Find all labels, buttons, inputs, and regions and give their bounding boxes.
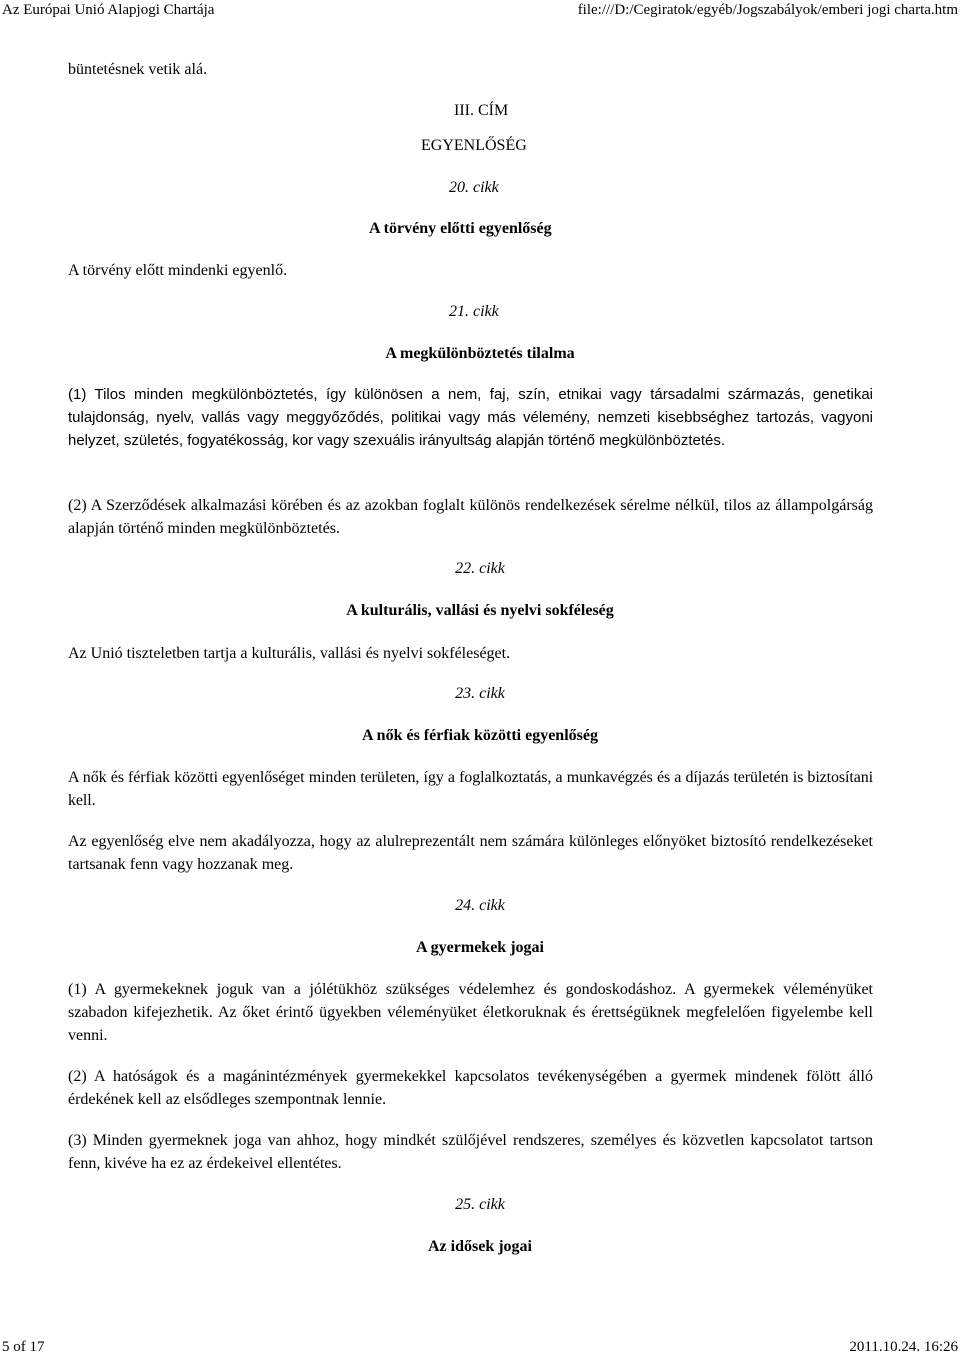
title-name: EGYENLŐSÉG bbox=[421, 137, 527, 154]
article-25-number: 25. cikk bbox=[455, 1196, 505, 1213]
article-24-paragraph-2: (2) A hatóságok és a magánintézmények gyermekekkel kapcsolatos tevékenységében a gyermek mindenek fölött álló érdekének kell az elsődleges szempontnak lennie. bbox=[68, 1068, 873, 1108]
article-21-number: 21. cikk bbox=[449, 303, 499, 320]
article-24-paragraph-3: (3) Minden gyermeknek joga van ahhoz, hogy mindkét szülőjével rendszeres, személyes és közvetlen kapcsolatot tartson fenn, kivéve ha ez az érdekeivel ellentétes. bbox=[68, 1132, 873, 1172]
article-20-heading: A törvény előtti egyenlőség bbox=[369, 220, 552, 237]
page-footer-page-count: 5 of 17 bbox=[2, 1339, 45, 1355]
article-23-paragraph-1: A nők és férfiak közötti egyenlőséget minden területen, így a foglalkoztatás, a munkavégzés és a díjazás területén is biztosítani kell. bbox=[68, 769, 873, 809]
article-25-heading: Az idősek jogai bbox=[428, 1238, 532, 1255]
article-22-heading: A kulturális, vallási és nyelvi sokféleség bbox=[346, 602, 614, 619]
page-header-path: file:///D:/Cegiratok/egyéb/Jogszabályok/emberi jogi charta.htm bbox=[577, 2, 958, 18]
article-21-paragraph-2: (2) A Szerződések alkalmazási körében és az azokban foglalt különös rendelkezések sérelme nélkül, tilos az állampolgárság alapján történő minden megkülönböztetés. bbox=[68, 497, 873, 537]
article-23-number: 23. cikk bbox=[455, 685, 505, 702]
article-22-text: Az Unió tiszteletben tartja a kulturális, vallási és nyelvi sokféleséget. bbox=[68, 645, 511, 662]
lead-text: büntetésnek vetik alá. bbox=[68, 61, 208, 78]
article-24-heading: A gyermekek jogai bbox=[416, 939, 544, 956]
page-header-title: Az Európai Unió Alapjogi Chartája bbox=[2, 2, 215, 18]
article-21-heading: A megkülönböztetés tilalma bbox=[385, 345, 575, 362]
article-24-number: 24. cikk bbox=[455, 897, 505, 914]
page-footer-datetime: 2011.10.24. 16:26 bbox=[849, 1339, 958, 1355]
article-20-text: A törvény előtt mindenki egyenlő. bbox=[68, 262, 288, 279]
title-number: III. CÍM bbox=[454, 102, 509, 119]
article-22-number: 22. cikk bbox=[455, 560, 505, 577]
article-23-heading: A nők és férfiak közötti egyenlőség bbox=[362, 727, 598, 744]
article-23-paragraph-2: Az egyenlőség elve nem akadályozza, hogy az alulreprezentált nem számára különleges előnyöket biztosító rendelkezéseket tartsanak fenn vagy hozzanak meg. bbox=[68, 833, 873, 873]
article-24-paragraph-1: (1) A gyermekeknek joguk van a jólétükhöz szükséges védelemhez és gondoskodáshoz. A gyermekek véleményüket szabadon kifejezhetik. Az őket érintő ügyekben véleményüket életkoruknak és érettségüknek megfelelően figyelembe kell venni. bbox=[68, 981, 873, 1044]
article-21-paragraph-1: (1) Tilos minden megkülönböztetés, így különösen a nem, faj, szín, etnikai vagy társadalmi származás, genetikai tulajdonság, nyelv, vallás vagy meggyőződés, politikai vagy más vélemény, nemzeti kisebbséghez tartozás, vagyoni helyzet, születés, fogyatékosság, kor vagy szexuális irányultság alapján történő megkülönböztetés. bbox=[68, 386, 873, 449]
article-20-number: 20. cikk bbox=[449, 179, 499, 196]
